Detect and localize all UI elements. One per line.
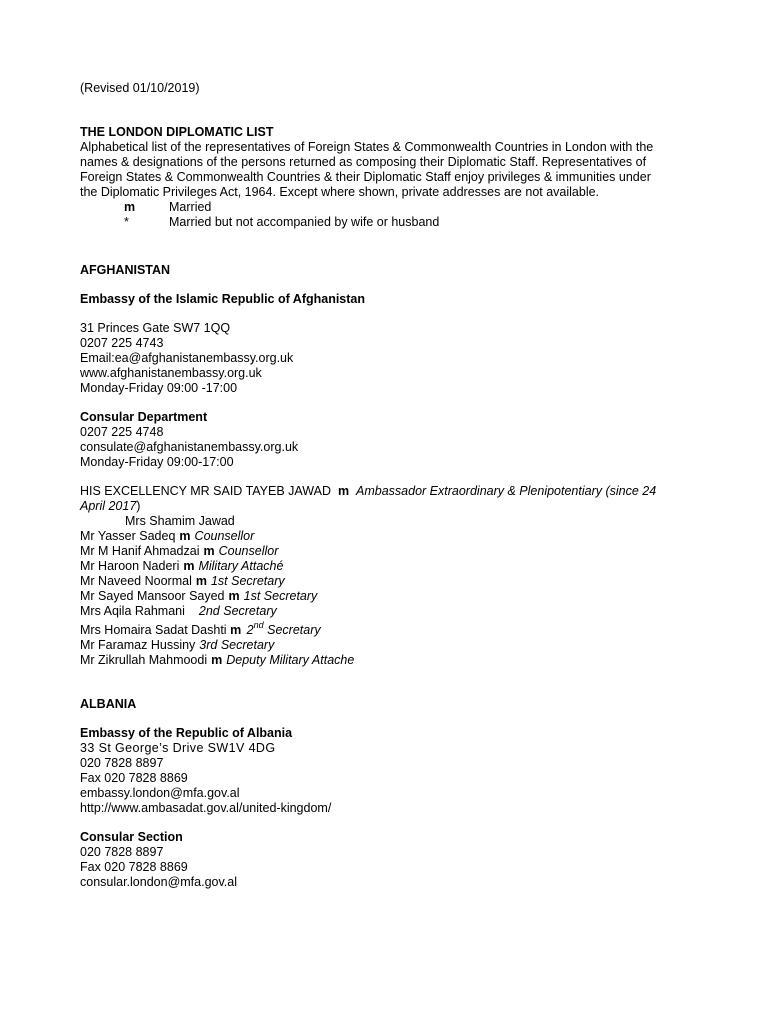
staff-row-dashti bbox=[80, 620, 688, 638]
staff-name: Mr Faramaz Hussiny bbox=[80, 638, 196, 652]
embassy-website: www.afghanistanembassy.org.uk bbox=[80, 366, 262, 380]
consular-hours: Monday-Friday 09:00-17:00 bbox=[80, 455, 234, 469]
key-meaning: Married bbox=[169, 200, 212, 214]
intro-paragraph: Alphabetical list of the representatives of Foreign States & Commonwealth Countries in London with the names & designations of the persons returned as composing their Diplomatic Staff. Representatives of Foreign States & Commonwealth Countries & their Diplomatic Staff enjoy privileges & immunities under the Diplomatic Privileges Act, 1964. Except where shown, private addresses are not available. bbox=[80, 140, 654, 199]
staff-role: Counsellor bbox=[194, 529, 255, 543]
country-heading-afghanistan: AFGHANISTAN bbox=[80, 263, 171, 277]
staff-row bbox=[80, 589, 688, 604]
consular-heading: Consular Department bbox=[80, 410, 208, 424]
staff-role: Deputy Military Attache bbox=[226, 653, 355, 667]
staff-row bbox=[80, 604, 688, 619]
key-symbol: m bbox=[124, 200, 136, 214]
consular-fax: Fax 020 7828 8869 bbox=[80, 860, 188, 874]
consular-phone: 020 7828 8897 bbox=[80, 845, 164, 859]
married-marker: m bbox=[179, 529, 191, 543]
staff-name: Mrs Aqila Rahmani bbox=[80, 604, 185, 618]
embassy-name: Embassy of the Republic of Albania bbox=[80, 726, 293, 740]
consular-email: consulate@afghanistanembassy.org.uk bbox=[80, 440, 299, 454]
embassy-name: Embassy of the Islamic Republic of Afghanistan bbox=[80, 292, 366, 306]
key-row-unaccompanied bbox=[80, 215, 688, 230]
married-marker: m bbox=[183, 559, 195, 573]
staff-role-ordinal: nd bbox=[253, 620, 264, 630]
married-marker: m bbox=[195, 574, 207, 588]
staff-role: 2nd Secretary bbox=[198, 604, 277, 618]
embassy-hours: Monday-Friday 09:00 -17:00 bbox=[80, 381, 238, 395]
married-marker: m bbox=[337, 484, 350, 498]
embassy-address: 33 St George’s Drive SW1V 4DG bbox=[80, 741, 276, 755]
embassy-email: Email:ea@afghanistanembassy.org.uk bbox=[80, 351, 294, 365]
married-marker: m bbox=[230, 623, 242, 637]
key-symbol: * bbox=[124, 215, 129, 229]
embassy-fax: Fax 020 7828 8869 bbox=[80, 771, 188, 785]
staff-name: Mr Sayed Mansoor Sayed bbox=[80, 589, 225, 603]
embassy-email: embassy.london@mfa.gov.al bbox=[80, 786, 240, 800]
consular-heading: Consular Section bbox=[80, 830, 183, 844]
staff-row bbox=[80, 638, 688, 653]
staff-row bbox=[80, 559, 688, 574]
document-heading: THE LONDON DIPLOMATIC LIST bbox=[80, 125, 274, 139]
key-meaning: Married but not accompanied by wife or husband bbox=[169, 215, 440, 229]
revised-date: (Revised 01/10/2019) bbox=[80, 81, 200, 95]
staff-row bbox=[80, 574, 688, 589]
married-marker: m bbox=[228, 589, 240, 603]
married-marker: m bbox=[211, 653, 223, 667]
embassy-phone: 020 7828 8897 bbox=[80, 756, 164, 770]
staff-name: Mr Naveed Noormal bbox=[80, 574, 192, 588]
staff-name: Mr Yasser Sadeq bbox=[80, 529, 176, 543]
staff-role: Secretary bbox=[267, 623, 321, 637]
staff-role: 3rd Secretary bbox=[199, 638, 275, 652]
staff-name: Mr Zikrullah Mahmoodi bbox=[80, 653, 208, 667]
embassy-website: http://www.ambasadat.gov.al/united-kingdom/ bbox=[80, 801, 332, 815]
married-marker: m bbox=[203, 544, 215, 558]
staff-role-number: 2 bbox=[246, 623, 254, 637]
staff-row bbox=[80, 544, 688, 559]
ambassador-title-close: ) bbox=[136, 499, 141, 513]
ambassador-entry bbox=[80, 484, 670, 514]
staff-role: Counsellor bbox=[218, 544, 279, 558]
consular-email: consular.london@mfa.gov.al bbox=[80, 875, 237, 889]
staff-name: Mr M Hanif Ahmadzai bbox=[80, 544, 200, 558]
staff-row bbox=[80, 529, 688, 544]
staff-role: 1st Secretary bbox=[210, 574, 285, 588]
ambassador-name: HIS EXCELLENCY MR SAID TAYEB JAWAD bbox=[80, 484, 331, 498]
staff-role: 1st Secretary bbox=[243, 589, 318, 603]
ambassador-title: Ambassador Extraordinary & Plenipotentiary (since 24 April 2017 bbox=[80, 484, 657, 513]
staff-name: Mr Haroon Naderi bbox=[80, 559, 180, 573]
staff-name: Mrs Homaira Sadat Dashti bbox=[80, 623, 227, 637]
ambassador-spouse: Mrs Shamim Jawad bbox=[125, 514, 235, 528]
country-heading-albania: ALBANIA bbox=[80, 697, 137, 711]
embassy-phone: 0207 225 4743 bbox=[80, 336, 164, 350]
consular-phone: 0207 225 4748 bbox=[80, 425, 164, 439]
key-row-married bbox=[80, 200, 688, 215]
staff-list bbox=[80, 529, 688, 619]
staff-row bbox=[80, 653, 688, 668]
embassy-address: 31 Princes Gate SW7 1QQ bbox=[80, 321, 231, 335]
staff-role: Military Attaché bbox=[198, 559, 284, 573]
